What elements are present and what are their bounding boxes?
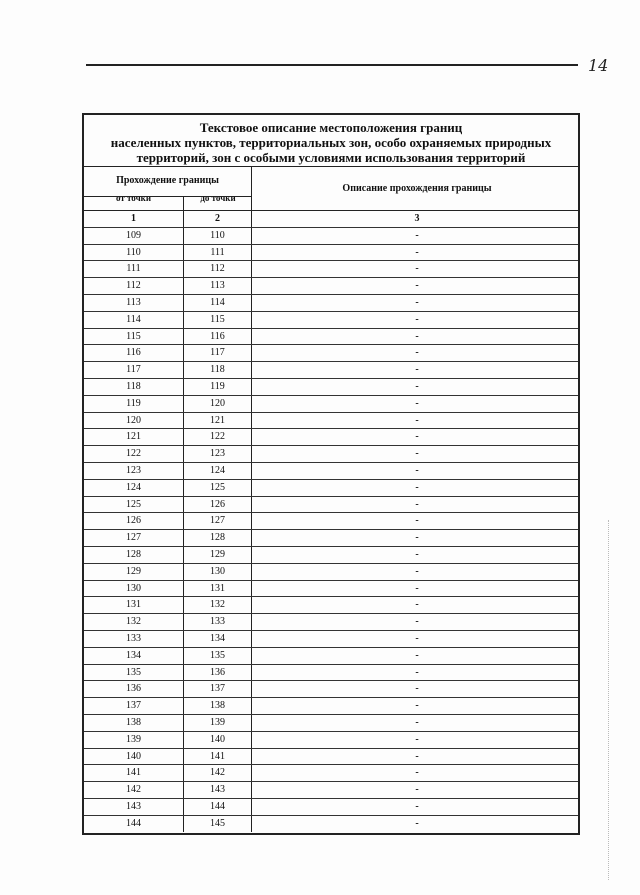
description-cell: - xyxy=(415,464,419,476)
table-row xyxy=(84,245,578,262)
description-cell: - xyxy=(415,784,419,796)
to-point-cell: 114 xyxy=(184,295,252,311)
to-point-cell: 116 xyxy=(184,329,252,345)
from-point-cell: 123 xyxy=(84,463,184,479)
from-point-cell: 109 xyxy=(84,228,184,244)
table-row xyxy=(84,362,578,379)
to-point-cell: 132 xyxy=(184,597,252,613)
from-point-cell: 113 xyxy=(84,295,184,311)
to-point-cell: 115 xyxy=(184,312,252,328)
table-row xyxy=(84,429,578,446)
from-point-header: от точки xyxy=(84,197,184,211)
from-point-cell: 124 xyxy=(84,480,184,496)
from-point-cell: 136 xyxy=(84,681,184,697)
column-number-3: 3 xyxy=(414,213,420,224)
from-point-cell: 130 xyxy=(84,581,184,597)
from-point-cell: 116 xyxy=(84,345,184,361)
from-point-cell: 126 xyxy=(84,513,184,529)
table-row xyxy=(84,681,578,698)
table-row xyxy=(84,413,578,430)
description-cell: - xyxy=(415,397,419,409)
description-cell: - xyxy=(415,431,419,443)
table-row xyxy=(84,581,578,598)
description-cell: - xyxy=(415,229,419,241)
to-point-cell: 121 xyxy=(184,413,252,429)
table-row xyxy=(84,698,578,715)
description-cell: - xyxy=(415,649,419,661)
description-cell: - xyxy=(415,246,419,258)
to-point-cell: 124 xyxy=(184,463,252,479)
from-point-cell: 111 xyxy=(84,261,184,277)
from-point-cell: 128 xyxy=(84,547,184,563)
table-row xyxy=(84,513,578,530)
table-row xyxy=(84,782,578,799)
to-point-cell: 126 xyxy=(184,497,252,513)
from-point-cell: 139 xyxy=(84,732,184,748)
to-point-cell: 144 xyxy=(184,799,252,815)
table-row xyxy=(84,648,578,665)
description-cell: - xyxy=(415,481,419,493)
page-number-mark: 14 xyxy=(588,56,609,75)
description-cell: - xyxy=(415,683,419,695)
table-row xyxy=(84,715,578,732)
to-point-cell: 113 xyxy=(184,278,252,294)
description-cell: - xyxy=(415,313,419,325)
to-point-cell: 131 xyxy=(184,581,252,597)
description-cell: - xyxy=(415,599,419,611)
table-row xyxy=(84,597,578,614)
description-cell: - xyxy=(415,532,419,544)
to-point-cell: 141 xyxy=(184,749,252,765)
from-point-cell: 135 xyxy=(84,665,184,681)
to-point-cell: 111 xyxy=(184,245,252,261)
to-point-cell: 127 xyxy=(184,513,252,529)
from-point-cell: 144 xyxy=(84,816,184,833)
from-point-cell: 110 xyxy=(84,245,184,261)
description-cell: - xyxy=(415,280,419,292)
title-line-3: территорий, зон с особыми условиями использования территорий xyxy=(136,150,526,165)
description-cell: - xyxy=(415,330,419,342)
boundary-table xyxy=(82,113,580,835)
from-point-cell: 137 xyxy=(84,698,184,714)
to-point-cell: 143 xyxy=(184,782,252,798)
column-number-row xyxy=(84,211,578,228)
description-cell: - xyxy=(415,565,419,577)
scan-edge-marks xyxy=(608,520,611,880)
description-cell: - xyxy=(415,666,419,678)
description-cell: - xyxy=(415,498,419,510)
table-row xyxy=(84,732,578,749)
to-point-cell: 133 xyxy=(184,614,252,630)
from-point-cell: 142 xyxy=(84,782,184,798)
group-subheader xyxy=(84,196,251,211)
description-cell: - xyxy=(415,733,419,745)
column-header xyxy=(84,167,578,211)
to-point-cell: 117 xyxy=(184,345,252,361)
from-point-cell: 141 xyxy=(84,765,184,781)
to-point-cell: 145 xyxy=(184,816,252,833)
description-cell: - xyxy=(415,548,419,560)
from-point-cell: 138 xyxy=(84,715,184,731)
title-line-1: Текстовое описание местоположения границ xyxy=(199,120,463,135)
table-row xyxy=(84,329,578,346)
description-cell: - xyxy=(415,347,419,359)
column-number-2: 2 xyxy=(184,211,252,227)
table-row xyxy=(84,446,578,463)
to-point-cell: 142 xyxy=(184,765,252,781)
description-cell: - xyxy=(415,414,419,426)
table-row xyxy=(84,345,578,362)
from-point-cell: 131 xyxy=(84,597,184,613)
table-row xyxy=(84,547,578,564)
from-point-cell: 117 xyxy=(84,362,184,378)
from-point-cell: 134 xyxy=(84,648,184,664)
to-point-cell: 123 xyxy=(184,446,252,462)
description-cell: - xyxy=(415,380,419,392)
description-cell: - xyxy=(415,700,419,712)
to-point-cell: 135 xyxy=(184,648,252,664)
description-cell: - xyxy=(415,296,419,308)
to-point-cell: 119 xyxy=(184,379,252,395)
table-row xyxy=(84,749,578,766)
from-point-cell: 112 xyxy=(84,278,184,294)
to-point-cell: 139 xyxy=(184,715,252,731)
from-point-cell: 119 xyxy=(84,396,184,412)
table-row xyxy=(84,463,578,480)
from-point-cell: 132 xyxy=(84,614,184,630)
from-point-cell: 115 xyxy=(84,329,184,345)
table-row xyxy=(84,228,578,245)
description-cell: - xyxy=(415,263,419,275)
description-cell: - xyxy=(415,515,419,527)
description-cell: - xyxy=(415,632,419,644)
from-point-cell: 122 xyxy=(84,446,184,462)
to-point-cell: 130 xyxy=(184,564,252,580)
table-row xyxy=(84,497,578,514)
description-cell: - xyxy=(415,817,419,829)
to-point-cell: 125 xyxy=(184,480,252,496)
to-point-cell: 137 xyxy=(184,681,252,697)
table-row xyxy=(84,379,578,396)
from-point-cell: 127 xyxy=(84,530,184,546)
table-row xyxy=(84,295,578,312)
description-cell: - xyxy=(415,364,419,376)
to-point-cell: 128 xyxy=(184,530,252,546)
from-point-cell: 133 xyxy=(84,631,184,647)
top-rule xyxy=(86,64,578,66)
description-cell: - xyxy=(415,616,419,628)
to-point-cell: 129 xyxy=(184,547,252,563)
from-point-cell: 140 xyxy=(84,749,184,765)
description-cell: - xyxy=(415,716,419,728)
from-point-cell: 114 xyxy=(84,312,184,328)
to-point-cell: 122 xyxy=(184,429,252,445)
to-point-cell: 140 xyxy=(184,732,252,748)
from-point-cell: 125 xyxy=(84,497,184,513)
table-row xyxy=(84,396,578,413)
table-row xyxy=(84,765,578,782)
description-cell: - xyxy=(415,582,419,594)
column-number-1: 1 xyxy=(84,211,184,227)
table-row xyxy=(84,614,578,631)
description-cell: - xyxy=(415,800,419,812)
table-row xyxy=(84,816,578,833)
from-point-cell: 121 xyxy=(84,429,184,445)
to-point-cell: 112 xyxy=(184,261,252,277)
table-row xyxy=(84,261,578,278)
description-cell: - xyxy=(415,448,419,460)
from-point-cell: 118 xyxy=(84,379,184,395)
table-row xyxy=(84,530,578,547)
to-point-cell: 138 xyxy=(184,698,252,714)
to-point-cell: 134 xyxy=(184,631,252,647)
table-row xyxy=(84,312,578,329)
table-body xyxy=(84,211,578,832)
table-row xyxy=(84,564,578,581)
to-point-cell: 136 xyxy=(184,665,252,681)
title-line-2: населенных пунктов, территориальных зон, особо охраняемых природных xyxy=(110,135,552,150)
table-row xyxy=(84,631,578,648)
description-header: Описание прохождения границы xyxy=(342,183,492,194)
description-cell: - xyxy=(415,750,419,762)
description-cell: - xyxy=(415,767,419,779)
from-point-cell: 143 xyxy=(84,799,184,815)
table-row xyxy=(84,278,578,295)
to-point-cell: 118 xyxy=(184,362,252,378)
table-title xyxy=(84,115,578,167)
from-point-cell: 120 xyxy=(84,413,184,429)
to-point-header: до точки xyxy=(200,197,236,203)
group-title: Прохождение границы xyxy=(116,175,219,186)
table-row xyxy=(84,799,578,816)
to-point-cell: 110 xyxy=(184,228,252,244)
to-point-cell: 120 xyxy=(184,396,252,412)
from-point-cell: 129 xyxy=(84,564,184,580)
boundary-passage-group xyxy=(84,167,252,210)
table-row xyxy=(84,665,578,682)
table-row xyxy=(84,480,578,497)
